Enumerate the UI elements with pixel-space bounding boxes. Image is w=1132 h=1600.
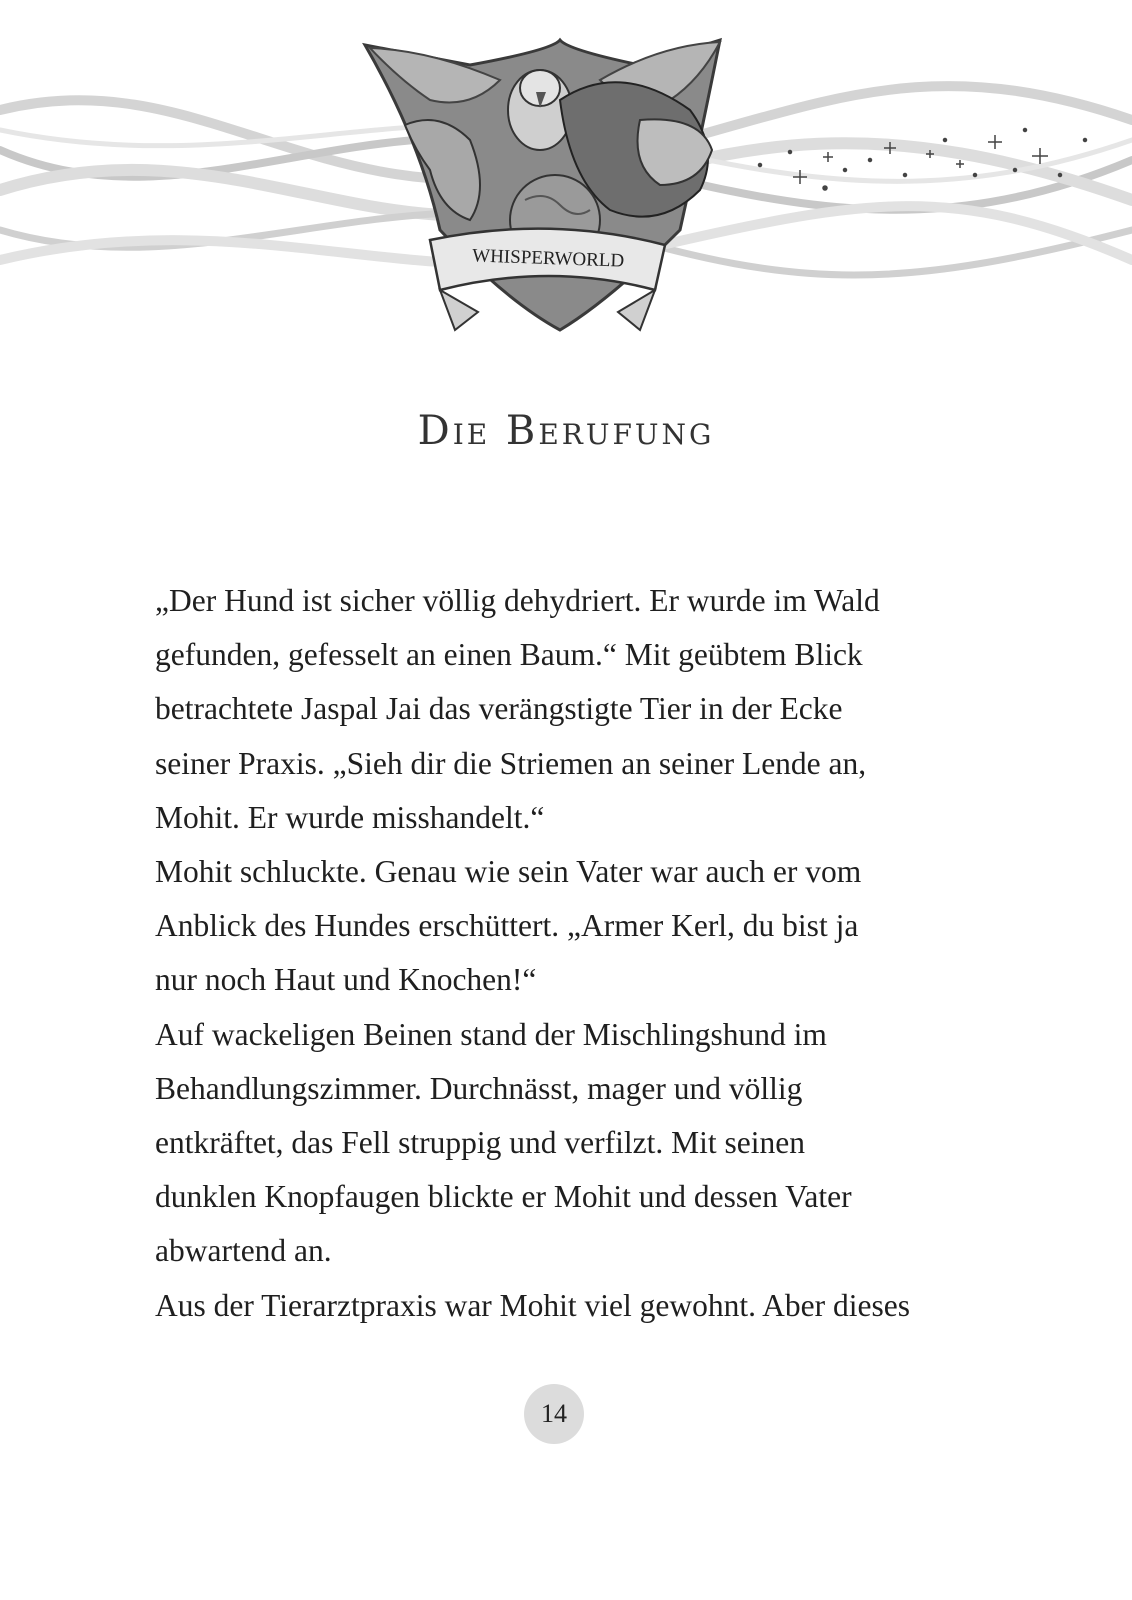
text-line: entkräftet, das Fell struppig und verfilzt. Mit seinen [155, 1125, 805, 1161]
text-line: Behandlungszimmer. Durchnässt, mager und völlig [155, 1070, 803, 1106]
text-line: Mohit schluckte. Genau wie sein Vater war auch er vom [155, 854, 862, 890]
crest-emblem [365, 40, 720, 330]
page-number: 14 [541, 1399, 567, 1428]
text-line: gefunden, gefesselt an einen Baum.“ Mit geübtem Blick [155, 637, 863, 673]
text-line: Auf wackeligen Beinen stand der Mischlingshund im [155, 1016, 827, 1052]
header-illustration [0, 0, 1132, 360]
text-line: dunklen Knopfaugen blickte er Mohit und dessen Vater [155, 1179, 852, 1215]
text-line: Mohit. Er wurde misshandelt.“ [155, 799, 545, 835]
text-line: abwartend an. [155, 1233, 332, 1269]
text-line: nur noch Haut und Knochen!“ [155, 962, 537, 998]
text-line: „Der Hund ist sicher völlig dehydriert. Er wurde im Wald [155, 583, 880, 618]
emblem-text: WHISPERWORLD [471, 245, 625, 272]
text-line: Anblick des Hundes erschüttert. „Armer Kerl, du bist ja [155, 908, 859, 944]
chapter-title: Die Berufung [417, 408, 715, 454]
page-number-badge [524, 1384, 584, 1444]
text-line: seiner Praxis. „Sieh dir die Striemen an seiner Lende an, [155, 745, 867, 781]
body-text [155, 574, 985, 1333]
text-line: betrachtete Jaspal Jai das verängstigte Tier in der Ecke [155, 691, 843, 727]
text-line: Aus der Tierarztpraxis war Mohit viel gewohnt. Aber dieses [155, 1287, 910, 1323]
